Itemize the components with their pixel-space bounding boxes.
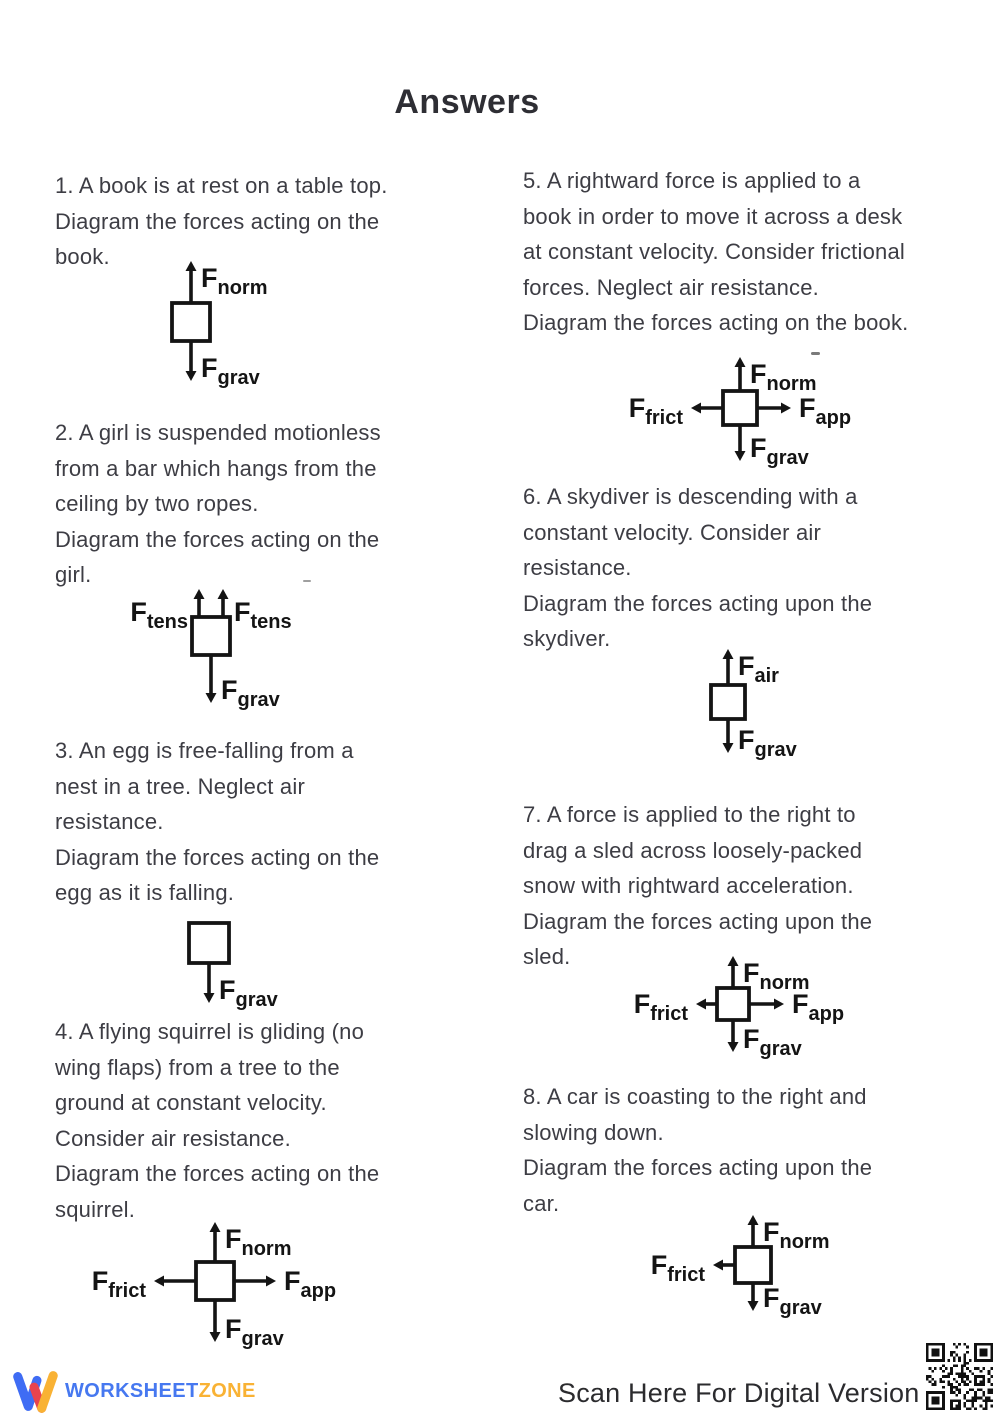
force-diagram-5 [610, 349, 970, 485]
problem-8 [523, 1079, 983, 1335]
problem-5 [523, 163, 983, 485]
logo-w-icon [12, 1368, 58, 1414]
problem-text-line: ceiling by two ropes. [55, 491, 259, 516]
force-diagram-4 [85, 1214, 445, 1366]
force-diagram-8 [623, 1207, 983, 1335]
problem-6 [523, 479, 983, 777]
problem-text-line: slowing down. [523, 1119, 664, 1145]
problem-text-line: ground at constant velocity. [55, 1090, 327, 1115]
problem-text-line: nest in a tree. Neglect air [55, 773, 305, 799]
scan-here-text: Scan Here For Digital Version [558, 1378, 920, 1408]
problem-text-line: book in order to move it across a desk [523, 203, 903, 229]
force-label-grav: $F_{grav}$ [743, 1023, 802, 1060]
force-label-grav: $F_{grav}$ [219, 974, 278, 1011]
page-title: Answers [394, 83, 540, 121]
force-label-air: $F_{air}$ [738, 650, 779, 687]
force-label-grav: $F_{grav}$ [763, 1283, 822, 1319]
force-label-norm: $F_{norm}$ [743, 957, 810, 994]
problem-text-line: squirrel. [55, 1196, 136, 1222]
force-label-tens: $F_{tens}$ [130, 596, 188, 633]
scan-artifact-dash [303, 580, 311, 582]
problem-text-line: 1. A book is at rest on a table top. [55, 173, 388, 198]
brand-wordmark [65, 1380, 256, 1403]
problem-text-line: 8. A car is coasting to the right and [523, 1084, 867, 1109]
force-label-norm: $F_{norm}$ [225, 1224, 292, 1260]
force-diagram-3 [149, 915, 379, 1027]
force-label-frict: $F_{frict}$ [650, 1250, 705, 1286]
object-box [172, 303, 210, 341]
problem-text-line: car. [523, 1190, 560, 1216]
problem-text-line: Diagram the forces acting on the [55, 208, 380, 234]
force-label-app: $F_{app}$ [284, 1266, 337, 1302]
force-label-norm: $F_{norm}$ [201, 262, 268, 299]
problem-text-line: egg as it is falling. [55, 880, 235, 905]
logo-w-yellow-stroke [42, 1376, 53, 1409]
problem-text-line: 6. A skydiver is descending with a [523, 484, 858, 509]
force-label-grav: $F_{grav}$ [750, 432, 809, 469]
problem-text-line: resistance. [55, 809, 164, 834]
object-box [711, 685, 745, 719]
brand-zone: ZONE [198, 1379, 256, 1402]
problem-text-line: forces. Neglect air resistance. [523, 274, 819, 300]
force-label-norm: $F_{norm}$ [750, 358, 817, 395]
scan-artifact-dash [811, 352, 820, 355]
force-diagram-6 [668, 641, 898, 777]
brand-worksheet: WORKSHEET [65, 1379, 199, 1402]
problem-2 [55, 415, 495, 727]
problem-text-line: 5. A rightward force is applied to a [523, 168, 861, 193]
force-diagram-1 [131, 253, 361, 405]
problem-text-line: girl. [55, 562, 92, 587]
object-box [192, 617, 230, 655]
object-box [189, 923, 229, 963]
problem-3 [55, 733, 495, 1027]
object-box [735, 1247, 771, 1283]
problem-text-line: 3. An egg is free-falling from a [55, 738, 354, 763]
problem-text-line: resistance. [523, 555, 632, 580]
problem-1 [55, 168, 495, 405]
force-label-app: $F_{app}$ [799, 392, 852, 429]
object-box [717, 988, 749, 1020]
problem-text-line: wing flaps) from a tree to the [55, 1054, 340, 1080]
problem-text-line: Diagram the forces acting upon the [523, 908, 873, 934]
force-diagram-7 [603, 948, 963, 1076]
problem-text-line: constant velocity. Consider air [523, 519, 822, 545]
force-diagram-2 [121, 581, 411, 727]
problem-text-line: skydiver. [523, 626, 611, 651]
force-label-grav: $F_{grav}$ [225, 1314, 284, 1350]
problem-text-line: Diagram the forces acting upon the [523, 1155, 873, 1180]
problem-text-line: Diagram the forces acting on the book. [523, 310, 909, 335]
problem-text-line: Consider air resistance. [55, 1125, 291, 1151]
problem-text-line: Diagram the forces acting on the [55, 1161, 380, 1186]
problem-text-line: book. [55, 244, 110, 269]
force-label-grav: $F_{grav}$ [738, 724, 797, 761]
object-box [723, 391, 757, 425]
force-label-norm: $F_{norm}$ [763, 1217, 830, 1253]
force-label-app: $F_{app}$ [792, 988, 845, 1025]
worksheetzone-logo [12, 1368, 256, 1414]
force-label-tens: $F_{tens}$ [234, 596, 292, 633]
object-box [196, 1262, 234, 1300]
force-label-frict: $F_{frict}$ [628, 392, 683, 429]
force-label-frict: $F_{frict}$ [91, 1266, 146, 1302]
force-label-grav: $F_{grav}$ [221, 674, 280, 711]
problem-text-line: 7. A force is applied to the right to [523, 802, 856, 827]
problem-4 [55, 1014, 495, 1366]
problem-text-line: Diagram the forces acting on the [55, 526, 380, 552]
problem-text-line: 2. A girl is suspended motionless [55, 420, 381, 445]
problem-text-line: drag a sled across loosely-packed [523, 837, 863, 863]
problem-text-line: 4. A flying squirrel is gliding (no [55, 1019, 365, 1044]
problem-text-line: from a bar which hangs from the [55, 455, 377, 481]
problem-text-line: snow with rightward acceleration. [523, 873, 854, 898]
force-label-frict: $F_{frict}$ [633, 988, 688, 1025]
problem-text-line: at constant velocity. Consider frictional [523, 239, 905, 264]
problem-text-line: Diagram the forces acting upon the [523, 590, 873, 616]
problem-7 [523, 797, 983, 1076]
problem-text-line: sled. [523, 944, 571, 969]
qr-code [926, 1343, 993, 1410]
force-label-grav: $F_{grav}$ [201, 352, 260, 389]
problem-text-line: Diagram the forces acting on the [55, 844, 380, 870]
